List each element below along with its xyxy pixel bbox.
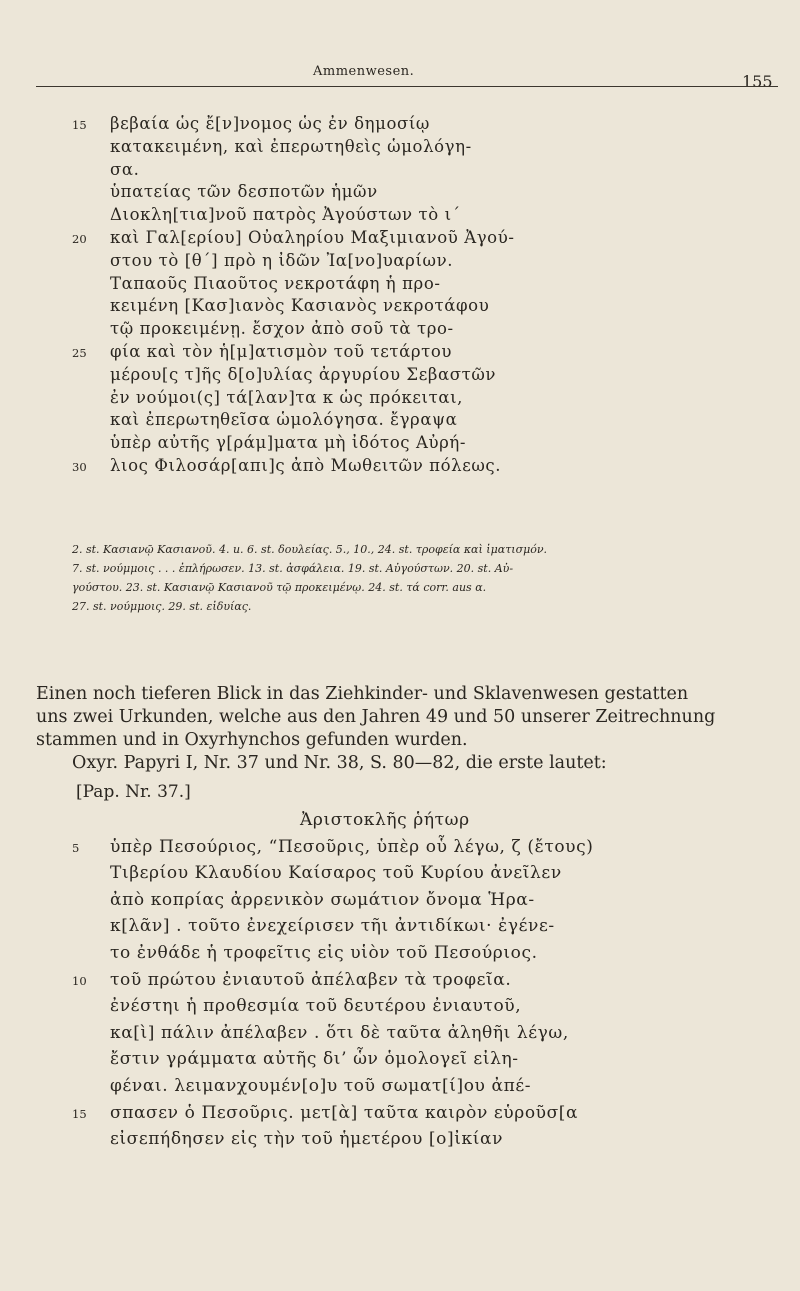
greek-line: το ἐνθάδε ἡ τροφεῖτις εἰς υἱὸν τοῦ Πεσούριος.: [110, 943, 538, 963]
greek-line: ὑπὲρ Πεσούριος, “Πεσοῦρις, ὑπὲρ οὗ λέγω, ζ (ἔτους): [110, 837, 594, 857]
greek-line: κ[λᾶν] . τοῦτο ἐνεχείρισεν τῆι ἀντιδίκωι· ἐγένε-: [110, 916, 555, 936]
line-number: 15: [72, 1107, 87, 1121]
papyrus-label: [Pap. Nr. 37.]: [76, 782, 191, 802]
greek-line: Ἀριστοκλῆς ῥήτωρ: [300, 810, 470, 830]
greek-line: ὑπὲρ αὐτῆς γ[ράμ]ματα μὴ ἰδότος Αὐρή-: [110, 433, 467, 452]
page-number: 155: [742, 72, 773, 91]
greek-line: κατακειμένη, καὶ ἐπερωτηθεὶς ὡμολόγη-: [110, 137, 472, 156]
apparatus-line: 27. st. νούμμοις. 29. st. εἰδυίας.: [72, 600, 252, 613]
greek-line: καὶ Γαλ[ερίου] Οὐαληρίου Μαξιμιανοῦ Ἀγού-: [110, 228, 515, 247]
greek-line: τῷ προκειμένῃ. ἔσχον ἀπὸ σοῦ τὰ τρο-: [110, 319, 454, 338]
line-number: 15: [72, 118, 87, 132]
greek-line: ἀπὸ κοπρίας ἀρρενικὸν σωμάτιον ὄνομα Ἡρα-: [110, 890, 535, 910]
greek-line: μέρου[ς τ]ῆς δ[ο]υλίας ἀργυρίου Σεβαστῶν: [110, 365, 497, 384]
apparatus-line: 7. st. νούμμοις . . . ἐπλήρωσεν. 13. st. ἀσφάλεια. 19. st. Αὐγούστων. 20. st. Αὐ-: [72, 562, 514, 575]
greek-line: εἰσεπήδησεν εἰς τὴν τοῦ ἡμετέρου [ο]ἰκίαν: [110, 1129, 504, 1149]
line-number: 25: [72, 346, 87, 360]
line-number: 30: [72, 460, 87, 474]
greek-line: ὑπατείας τῶν δεσποτῶν ἡμῶν: [110, 182, 378, 201]
running-head: Ammenwesen.: [313, 64, 415, 79]
greek-line: βεβαία ὡς ἔ[ν]νομος ὡς ἐν δημοσίῳ: [110, 114, 430, 133]
greek-line: σα.: [110, 160, 140, 179]
apparatus-line: γούστου. 23. st. Κασιανῷ Κασιανοῦ τῷ προκειμένῳ. 24. st. τά corr. aus α.: [72, 581, 487, 594]
prose-line: Einen noch tieferen Blick in das Ziehkinder- und Sklavenwesen gestatten: [36, 684, 689, 704]
line-number: 5: [72, 841, 80, 855]
greek-line: φία καὶ τὸν ἡ[μ]ατισμὸν τοῦ τετάρτου: [110, 342, 453, 361]
greek-line: ἐνέστηι ἡ προθεσμία τοῦ δευτέρου ἐνιαυτοῦ,: [110, 996, 522, 1016]
greek-line: σπασεν ὁ Πεσοῦρις. μετ[ὰ] ταῦτα καιρὸν εὑροῦσ[α: [110, 1103, 579, 1123]
greek-line: κειμένη [Κασ]ιανὸς Κασιανὸς νεκροτάφου: [110, 296, 490, 315]
prose-line: Oxyr. Papyri I, Nr. 37 und Nr. 38, S. 80—82, die erste lautet:: [72, 753, 607, 773]
header-rule: [36, 86, 778, 87]
greek-line: Διοκλη[τια]νοῦ πατρὸς Ἀγούστων τὸ ι´: [110, 205, 461, 224]
greek-line: ἔστιν γράμματα αὐτῆς δι’ ὧν ὁμολογεῖ εἰλη-: [110, 1049, 519, 1069]
greek-line: τοῦ πρώτου ἐνιαυτοῦ ἀπέλαβεν τὰ τροφεῖα.: [110, 970, 512, 990]
greek-line: Ταπαοῦς Πιαοῦτος νεκροτάφη ἡ προ-: [110, 274, 441, 293]
prose-line: stammen und in Oxyrhynchos gefunden wurden.: [36, 730, 468, 750]
greek-line: κα[ὶ] πάλιν ἀπέλαβεν . ὅτι δὲ ταῦτα ἀληθῆι λέγω,: [110, 1023, 569, 1043]
apparatus-line: 2. st. Κασιανῷ Κασιανοῦ. 4. u. 6. st. δουλείας. 5., 10., 24. st. τροφεία καὶ ἱματισμόν.: [72, 543, 548, 556]
greek-line: ἐν νούμοι(ς] τά[λαν]τα κ ὡς πρόκειται,: [110, 388, 463, 407]
line-number: 10: [72, 974, 87, 988]
greek-line: Τιβερίου Κλαυδίου Καίσαρος τοῦ Κυρίου ἀνεῖλεν: [110, 863, 562, 883]
greek-line: φέναι. λειμανχουμέν[ο]υ τοῦ σωματ[ί]ου ἀπέ-: [110, 1076, 532, 1096]
greek-line: στου τὸ [θ´] πρὸ η ἰδῶν Ἰα[νο]υαρίων.: [110, 251, 454, 270]
greek-line: καὶ ἐπερωτηθεῖσα ὡμολόγησα. ἔγραψα: [110, 410, 458, 429]
line-number: 20: [72, 232, 87, 246]
prose-line: uns zwei Urkunden, welche aus den Jahren 49 und 50 unserer Zeitrechnung: [36, 707, 716, 727]
greek-line: λιος Φιλοσάρ[απι]ς ἀπὸ Μωθειτῶν πόλεως.: [110, 456, 502, 475]
